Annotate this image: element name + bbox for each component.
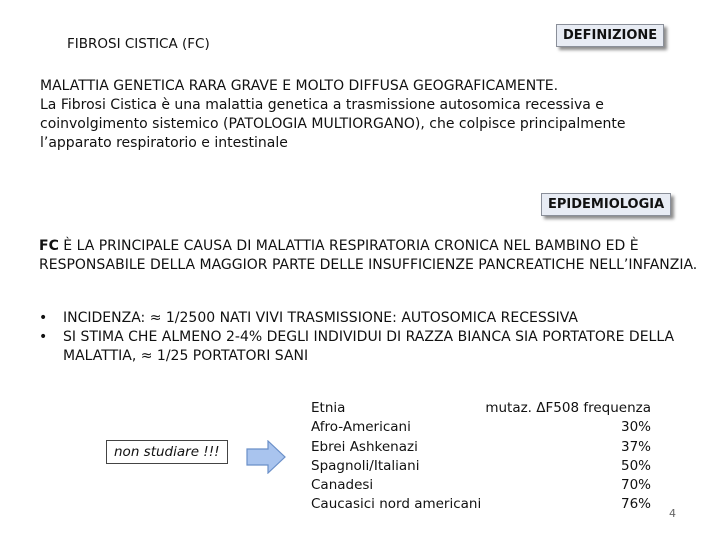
- table-cell-frequency: 76%: [620, 496, 651, 513]
- table-cell-ethnicity: Ebrei Ashkenazi: [311, 438, 418, 455]
- epidemiology-bullets: [39, 309, 699, 366]
- page-title: FIBROSI CISTICA (FC): [67, 36, 210, 52]
- definition-body: La Fibrosi Cistica è una malattia genetica a trasmissione autosomica recessiva e coinvolgimento sistemico (PATOLOGIA MULTIORGANO), che colpisce principalmente l’apparato respiratorio e intestinale: [40, 97, 626, 151]
- note-box: non studiare !!!: [106, 440, 228, 464]
- definition-block: [40, 77, 700, 153]
- epidemiology-body: È LA PRINCIPALE CAUSA DI MALATTIA RESPIRATORIA CRONICA NEL BAMBINO ED È RESPONSABILE DELLA MAGGIOR PARTE DELLE INSUFFICIENZE PANCREATICHE NELL’INFANZIA.: [39, 238, 698, 273]
- bullet-icon: •: [39, 329, 48, 345]
- table-header-ethnicity: Etnia: [311, 400, 346, 416]
- table-header-row: [311, 399, 651, 418]
- epidemiology-paragraph: [39, 237, 699, 275]
- definition-lead: MALATTIA: [40, 78, 114, 94]
- table-cell-ethnicity: Afro-Americani: [311, 419, 411, 436]
- definition-lead-line: [40, 77, 700, 96]
- table-row: [311, 495, 651, 514]
- right-arrow-icon: [246, 440, 286, 474]
- list-item: [39, 328, 699, 366]
- definition-emphasis: GENETICA RARA GRAVE E MOLTO DIFFUSA GEOGRAFICAMENTE: [113, 78, 554, 94]
- bullet-text: INCIDENZA: ≈ 1/2500 NATI VIVI TRASMISSIONE: AUTOSOMICA RECESSIVA: [63, 310, 578, 326]
- table-row: [311, 476, 651, 495]
- table-row: [311, 438, 651, 457]
- definition-lead-end: .: [553, 78, 559, 94]
- table-cell-ethnicity: Spagnoli/Italiani: [311, 457, 420, 474]
- page-number: 4: [669, 507, 676, 520]
- table-cell-frequency: 70%: [620, 477, 651, 494]
- table-cell-frequency: 30%: [620, 419, 651, 436]
- bullet-text: SI STIMA CHE ALMENO 2-4% DEGLI INDIVIDUI DI RAZZA BIANCA SIA PORTATORE DELLA MALATTIA, ≈ 1/25 PORTATORI SANI: [63, 329, 675, 364]
- table-cell-frequency: 37%: [620, 438, 651, 455]
- table-cell-ethnicity: Caucasici nord americani: [311, 496, 482, 513]
- table-cell-frequency: 50%: [620, 457, 651, 474]
- table-row: [311, 418, 651, 437]
- list-item: [39, 309, 699, 328]
- epidemiology-lead: FC: [39, 238, 59, 254]
- epidemiology-tag: EPIDEMIOLOGIA: [541, 193, 671, 216]
- table-cell-ethnicity: Canadesi: [311, 477, 374, 494]
- table-header-frequency: mutaz. ΔF508 frequenza: [485, 400, 651, 416]
- bullet-icon: •: [39, 310, 48, 326]
- mutation-frequency-table: [311, 399, 651, 515]
- definition-tag: DEFINIZIONE: [556, 24, 664, 47]
- table-row: [311, 457, 651, 476]
